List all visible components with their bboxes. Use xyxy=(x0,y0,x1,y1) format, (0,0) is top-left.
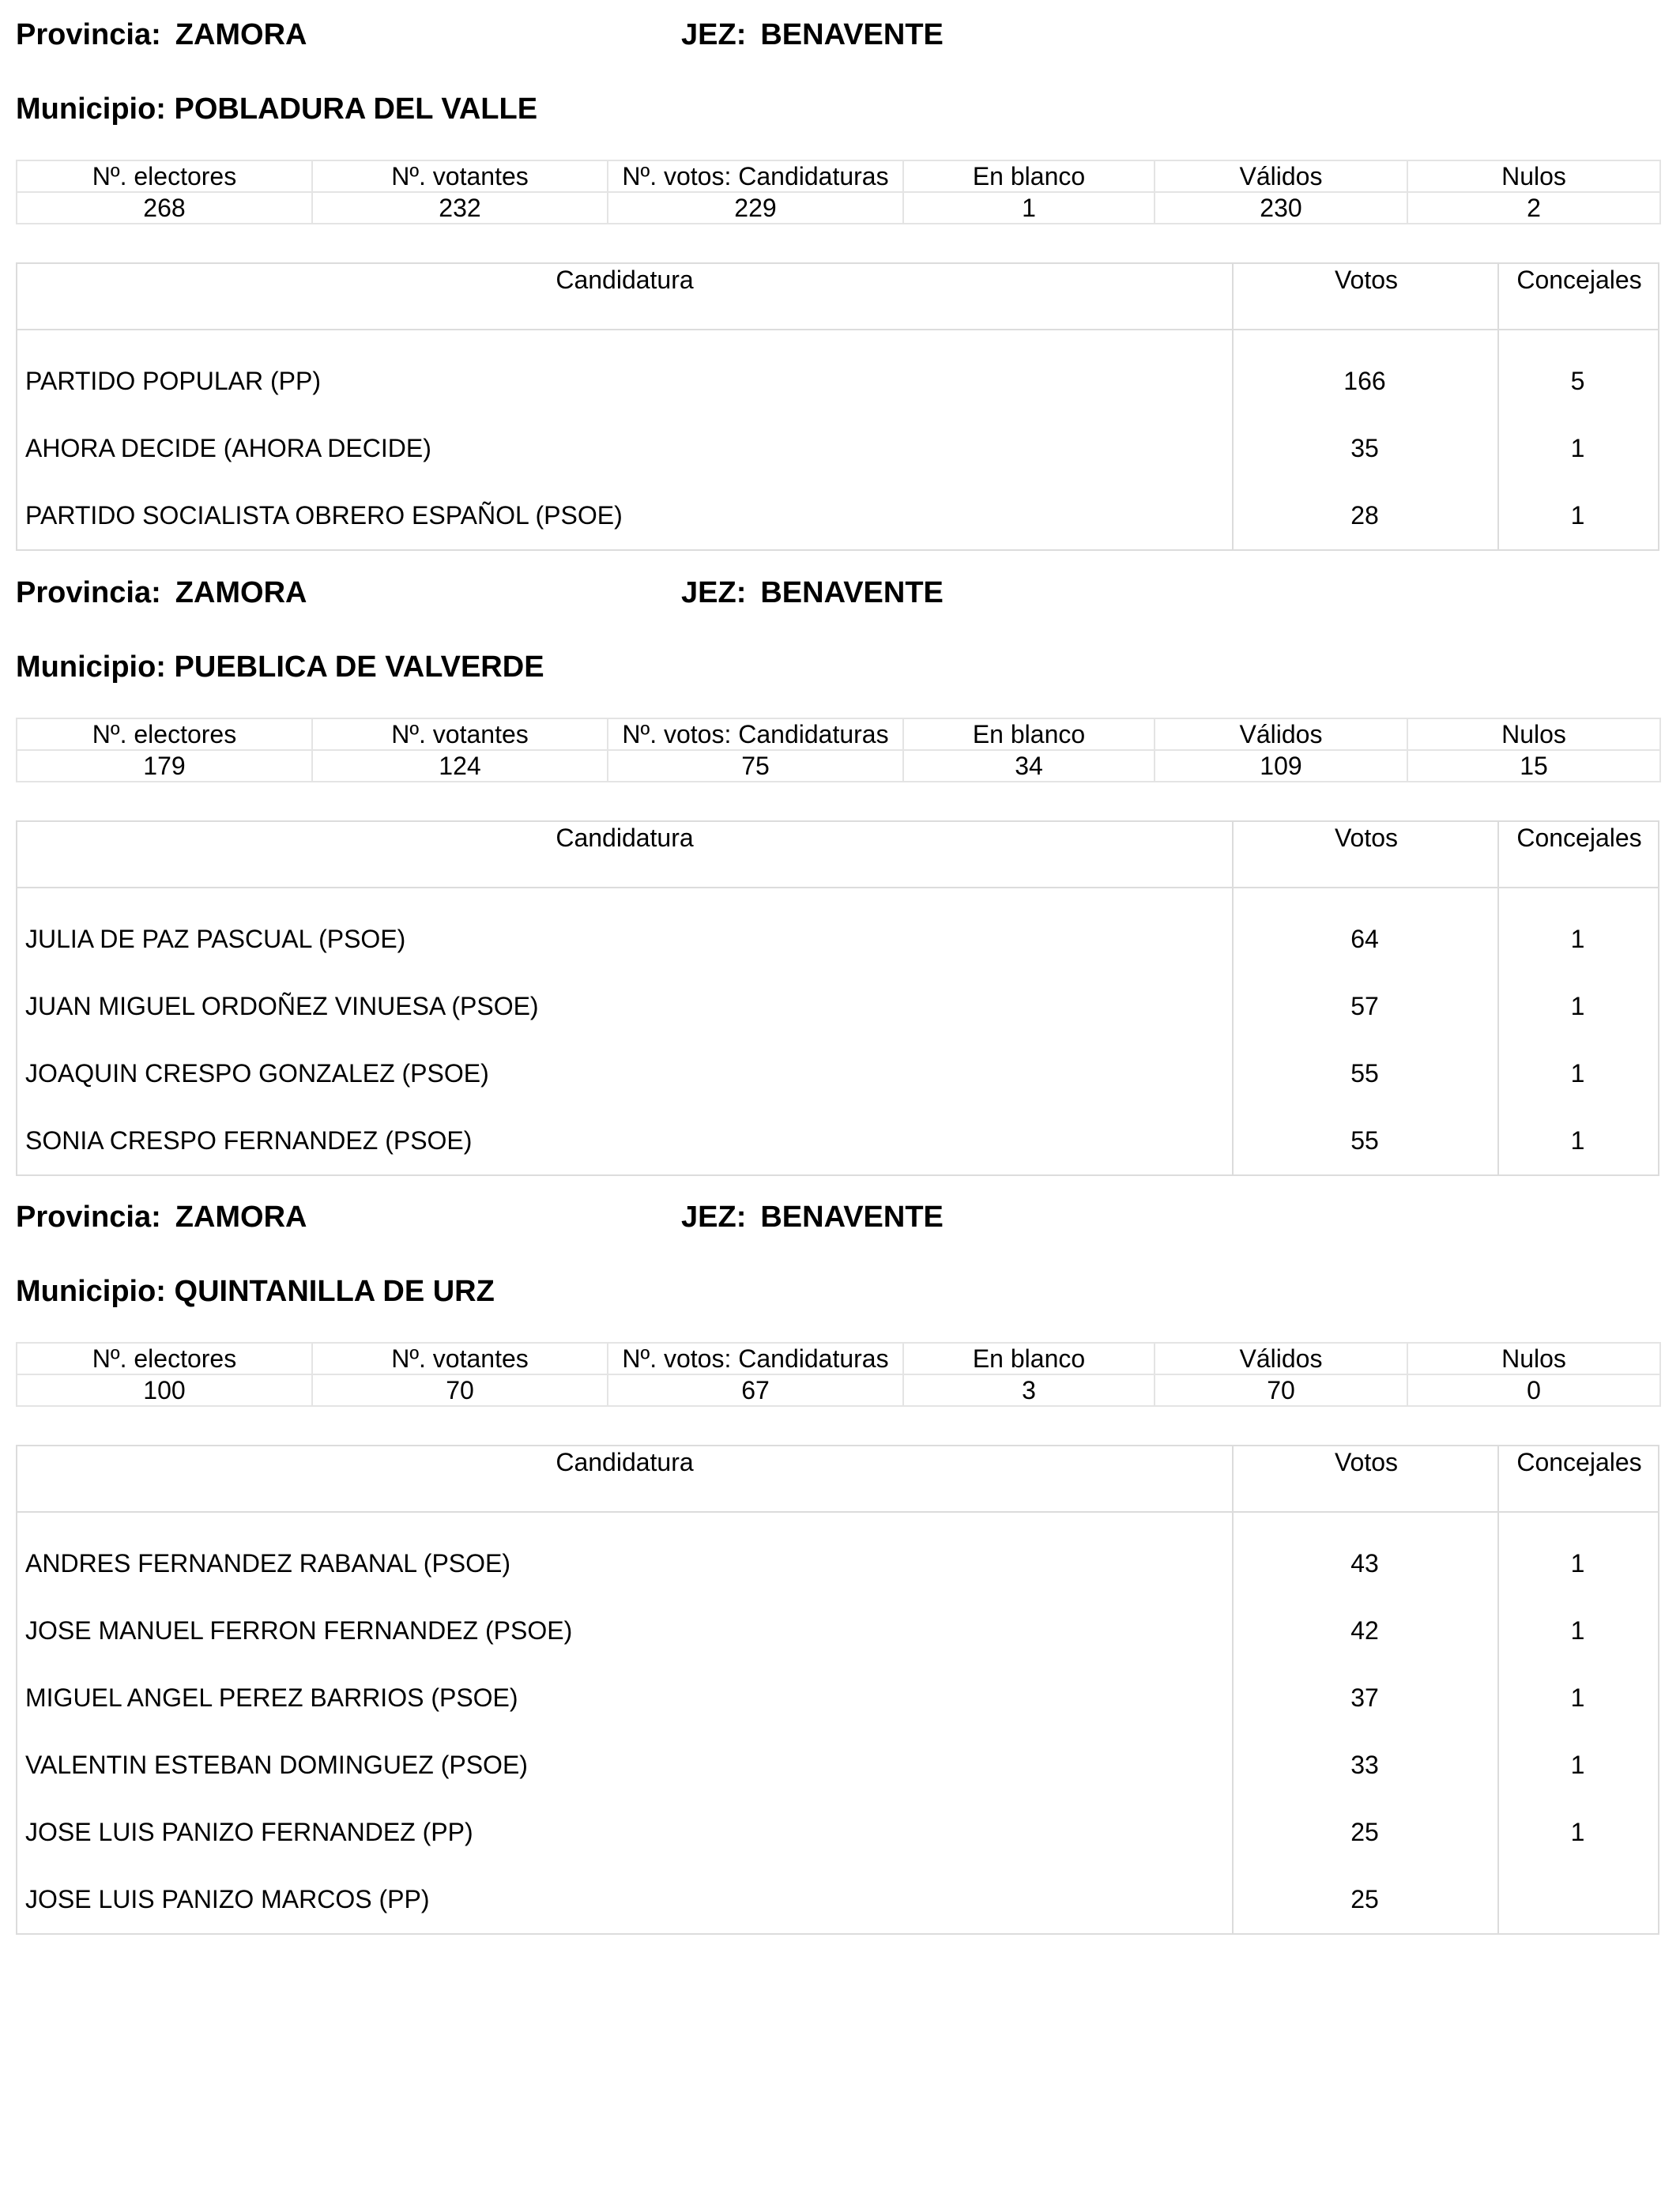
stats-header: Válidos xyxy=(1155,160,1407,192)
concejales-value: 1 xyxy=(1570,1751,1585,1779)
candidatura-body xyxy=(17,888,1658,1174)
candidatura-name: JOSE LUIS PANIZO FERNANDEZ (PP) xyxy=(25,1818,473,1846)
candidatura-name: JOAQUIN CRESPO GONZALEZ (PSOE) xyxy=(25,1059,489,1088)
stats-value: 15 xyxy=(1407,750,1660,782)
jez-label: JEZ: xyxy=(681,576,747,609)
votos-value: 55 xyxy=(1350,1126,1379,1155)
candidatura-name: MIGUEL ANGEL PEREZ BARRIOS (PSOE) xyxy=(25,1683,518,1712)
table-row xyxy=(17,1799,1658,1866)
votos-value: 43 xyxy=(1350,1549,1379,1578)
stats-value: 229 xyxy=(608,192,903,224)
candidatura-name: JOSE LUIS PANIZO MARCOS (PP) xyxy=(25,1885,430,1913)
stats-header: Nº. votantes xyxy=(312,160,608,192)
concejales-header: Concejales xyxy=(1497,1446,1659,1511)
table-row xyxy=(17,1040,1658,1107)
provincia-value: ZAMORA xyxy=(175,576,307,609)
votos-value: 25 xyxy=(1350,1818,1379,1846)
votos-value: 42 xyxy=(1350,1616,1379,1645)
stats-value: 70 xyxy=(312,1374,608,1406)
stats-header: Nº. votos: Candidaturas xyxy=(608,160,903,192)
table-row xyxy=(17,1107,1658,1174)
concejales-header: Concejales xyxy=(1497,822,1659,887)
municipio-value: PUEBLICA DE VALVERDE xyxy=(174,650,544,684)
candidatura-body xyxy=(17,1513,1658,1933)
votos-header: Votos xyxy=(1232,264,1499,329)
stats-header: Nº. votos: Candidaturas xyxy=(608,718,903,750)
candidatura-name: JUAN MIGUEL ORDOÑEZ VINUESA (PSOE) xyxy=(25,992,539,1020)
stats-header: Nulos xyxy=(1407,1343,1660,1374)
stats-header: En blanco xyxy=(903,718,1155,750)
jez-line xyxy=(681,1200,944,1235)
candidatura-body xyxy=(17,330,1658,549)
stats-value: 0 xyxy=(1407,1374,1660,1406)
table-row xyxy=(17,1866,1658,1933)
candidatura-header: Candidatura xyxy=(556,266,694,294)
provincia-line xyxy=(16,1200,307,1235)
municipio-value: POBLADURA DEL VALLE xyxy=(174,92,538,126)
jez-line xyxy=(681,17,944,52)
jez-label: JEZ: xyxy=(681,18,747,51)
table-row xyxy=(17,906,1658,973)
candidatura-name: JOSE MANUEL FERRON FERNANDEZ (PSOE) xyxy=(25,1616,573,1645)
candidatura-header: Candidatura xyxy=(556,824,694,852)
candidatura-header-row xyxy=(17,822,1658,888)
stats-header: En blanco xyxy=(903,1343,1155,1374)
candidatura-header-row xyxy=(17,1446,1658,1513)
concejales-value: 5 xyxy=(1570,367,1585,395)
concejales-value: 1 xyxy=(1570,1126,1585,1155)
votos-value: 35 xyxy=(1350,434,1379,462)
candidatura-name: PARTIDO SOCIALISTA OBRERO ESPAÑOL (PSOE) xyxy=(25,501,623,530)
provincia-line xyxy=(16,575,307,610)
stats-header: Válidos xyxy=(1155,1343,1407,1374)
votos-value: 37 xyxy=(1350,1683,1379,1712)
votos-value: 166 xyxy=(1343,367,1386,395)
candidatura-name: JULIA DE PAZ PASCUAL (PSOE) xyxy=(25,925,406,953)
concejales-header: Concejales xyxy=(1497,264,1659,329)
stats-header: Nº. electores xyxy=(17,160,312,192)
stats-value: 268 xyxy=(17,192,312,224)
stats-header: Nº. votantes xyxy=(312,1343,608,1374)
concejales-value: 1 xyxy=(1570,992,1585,1020)
table-row xyxy=(17,1597,1658,1664)
stats-header: En blanco xyxy=(903,160,1155,192)
jez-line xyxy=(681,575,944,610)
candidatura-name: SONIA CRESPO FERNANDEZ (PSOE) xyxy=(25,1126,473,1155)
votos-header: Votos xyxy=(1232,1446,1499,1511)
stats-value-row xyxy=(17,750,1660,782)
stats-value: 70 xyxy=(1155,1374,1407,1406)
stats-header: Nº. electores xyxy=(17,1343,312,1374)
provincia-label: Provincia: xyxy=(16,1201,161,1234)
jez-label: JEZ: xyxy=(681,1201,747,1234)
stats-value-row xyxy=(17,192,1660,224)
votos-value: 55 xyxy=(1350,1059,1379,1088)
table-row xyxy=(17,415,1658,482)
votos-value: 64 xyxy=(1350,925,1379,953)
stats-value: 67 xyxy=(608,1374,903,1406)
candidatura-name: PARTIDO POPULAR (PP) xyxy=(25,367,321,395)
votos-value: 33 xyxy=(1350,1751,1379,1779)
stats-value: 100 xyxy=(17,1374,312,1406)
provincia-value: ZAMORA xyxy=(175,18,307,51)
stats-header: Nº. votos: Candidaturas xyxy=(608,1343,903,1374)
candidatura-name: VALENTIN ESTEBAN DOMINGUEZ (PSOE) xyxy=(25,1751,528,1779)
provincia-line xyxy=(16,17,307,52)
votos-header: Votos xyxy=(1232,822,1499,887)
candidatura-table xyxy=(16,820,1659,1176)
table-row xyxy=(17,1732,1658,1799)
provincia-label: Provincia: xyxy=(16,18,161,51)
stats-value: 124 xyxy=(312,750,608,782)
stats-header: Válidos xyxy=(1155,718,1407,750)
stats-value: 2 xyxy=(1407,192,1660,224)
provincia-label: Provincia: xyxy=(16,576,161,609)
jez-value: BENAVENTE xyxy=(760,18,944,51)
municipio-value: QUINTANILLA DE URZ xyxy=(174,1275,495,1308)
stats-value: 230 xyxy=(1155,192,1407,224)
stats-value: 232 xyxy=(312,192,608,224)
votos-value: 57 xyxy=(1350,992,1379,1020)
stats-header: Nulos xyxy=(1407,718,1660,750)
concejales-value: 1 xyxy=(1570,1818,1585,1846)
table-row xyxy=(17,1530,1658,1597)
votos-value: 28 xyxy=(1350,501,1379,530)
concejales-value: 1 xyxy=(1570,434,1585,462)
stats-table xyxy=(16,160,1661,224)
stats-value: 1 xyxy=(903,192,1155,224)
jez-value: BENAVENTE xyxy=(760,576,944,609)
municipio-line xyxy=(16,92,537,126)
stats-value: 75 xyxy=(608,750,903,782)
stats-header: Nº. electores xyxy=(17,718,312,750)
concejales-value: 1 xyxy=(1570,1683,1585,1712)
stats-header: Nulos xyxy=(1407,160,1660,192)
candidatura-header: Candidatura xyxy=(556,1448,694,1476)
table-row xyxy=(17,348,1658,415)
stats-header-row xyxy=(17,1343,1660,1374)
stats-header-row xyxy=(17,160,1660,192)
concejales-value: 1 xyxy=(1570,1549,1585,1578)
municipio-line xyxy=(16,1274,495,1309)
stats-value: 109 xyxy=(1155,750,1407,782)
jez-value: BENAVENTE xyxy=(760,1201,944,1234)
provincia-value: ZAMORA xyxy=(175,1201,307,1234)
candidatura-table xyxy=(16,1445,1659,1935)
candidatura-name: ANDRES FERNANDEZ RABANAL (PSOE) xyxy=(25,1549,511,1578)
stats-value: 179 xyxy=(17,750,312,782)
stats-header-row xyxy=(17,718,1660,750)
stats-table xyxy=(16,1342,1661,1407)
votos-value: 25 xyxy=(1350,1885,1379,1913)
stats-value: 34 xyxy=(903,750,1155,782)
municipio-label: Municipio: xyxy=(16,1275,166,1308)
concejales-value: 1 xyxy=(1570,1059,1585,1088)
table-row xyxy=(17,1664,1658,1732)
candidatura-header-row xyxy=(17,264,1658,330)
stats-header: Nº. votantes xyxy=(312,718,608,750)
concejales-value: 1 xyxy=(1570,501,1585,530)
concejales-value: 1 xyxy=(1570,1616,1585,1645)
municipio-line xyxy=(16,650,544,684)
municipio-label: Municipio: xyxy=(16,650,166,684)
candidatura-name: AHORA DECIDE (AHORA DECIDE) xyxy=(25,434,431,462)
municipio-label: Municipio: xyxy=(16,92,166,126)
table-row xyxy=(17,482,1658,549)
concejales-value: 1 xyxy=(1570,925,1585,953)
table-row xyxy=(17,973,1658,1040)
candidatura-table xyxy=(16,262,1659,551)
stats-value-row xyxy=(17,1374,1660,1406)
stats-table xyxy=(16,718,1661,782)
stats-value: 3 xyxy=(903,1374,1155,1406)
